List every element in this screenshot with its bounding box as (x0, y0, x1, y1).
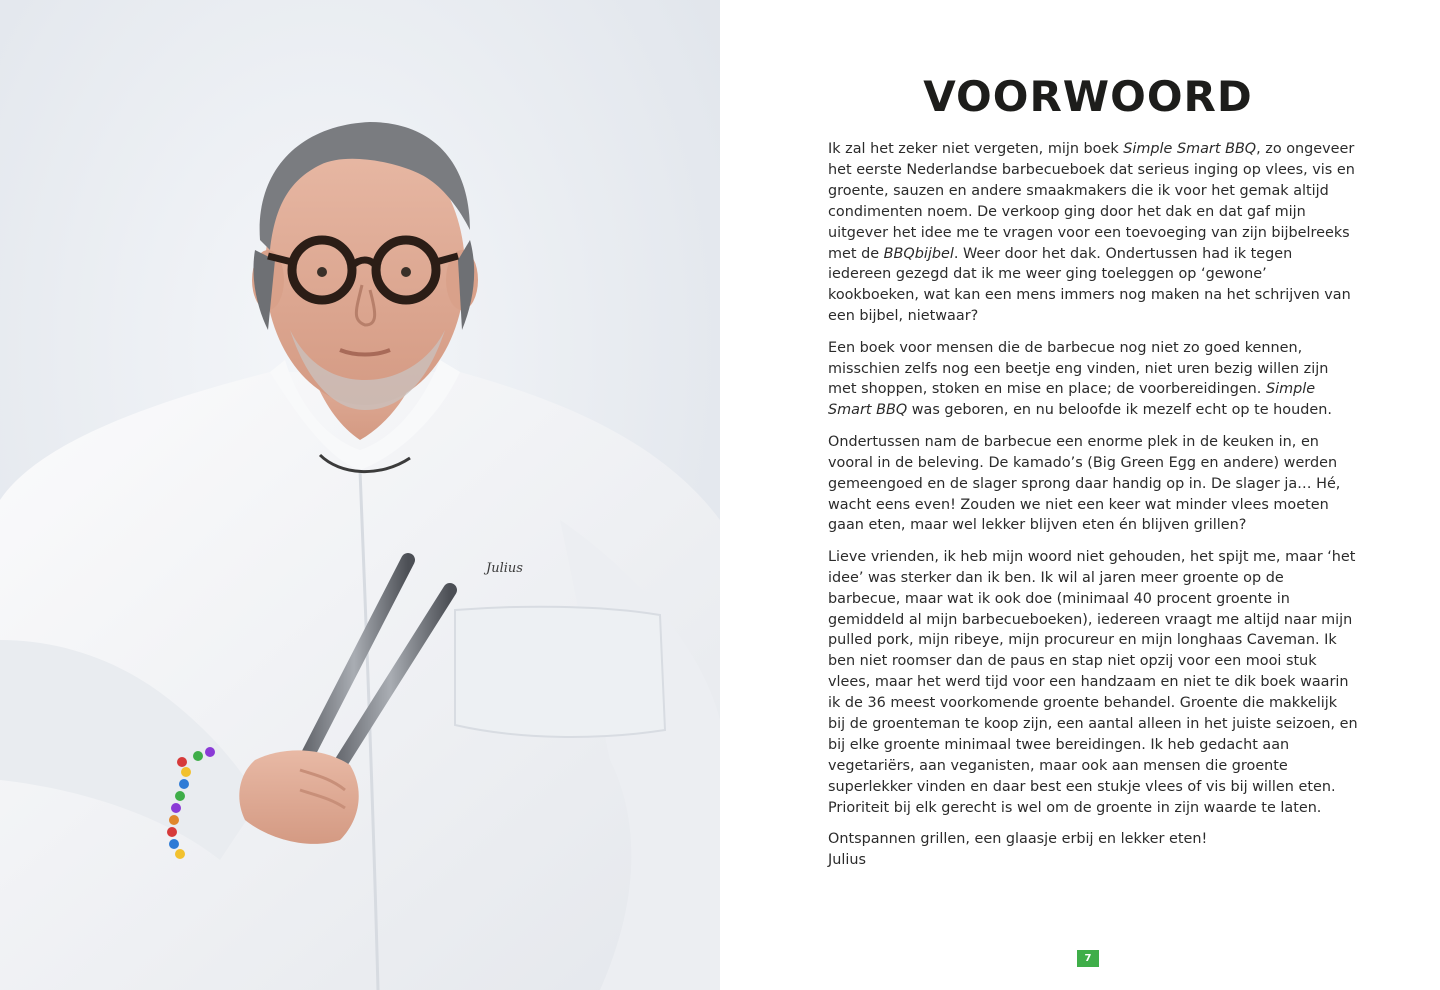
page-number-badge: 7 (1077, 950, 1099, 967)
foreword-paragraph (828, 829, 1358, 850)
foreword-body (828, 139, 1358, 861)
foreword-paragraph (828, 432, 1358, 537)
foreword-paragraph (828, 547, 1358, 819)
author-signature: Julius (828, 852, 866, 868)
foreword-page (720, 0, 1440, 990)
paragraph-text: Een boek voor mensen die de barbecue nog niet zo goed kennen, misschien zelfs nog een beetje eng vinden, niet uren bezig willen zijn met shoppen, stoken en mise en place; de voorbereidingen. (828, 339, 1329, 398)
paragraph-text: was geboren, en nu beloofde ik mezelf echt op te houden. (907, 402, 1332, 419)
book-title-italic: Simple Smart BBQ (828, 381, 1316, 419)
paragraph-text: Ontspannen grillen, een glaasje erbij en lekker eten! (828, 831, 1208, 848)
paragraph-text: Ik zal het zeker niet vergeten, mijn boek (828, 141, 1124, 157)
paragraph-text: . Weer door het dak. Ondertussen had ik tegen iedereen gezegd dat ik me weer ging toeleggen op ‘gewone’ kookboeken, wat kan een mens immers nog maken na het schrijven van een bijbel, nietwaar? (828, 245, 1351, 325)
paragraph-text: Ondertussen nam de barbecue een enorme plek in de keuken in, en vooral in de beleving. De kamado’s (Big Green Egg en andere) werden gemeengoed en de slager sprong daar handig op in. De slager ja… Hé, wacht eens even! Zouden we niet een keer wat minder vlees moeten gaan eten, maar wel lekker blijven eten én blijven grillen? (828, 433, 1341, 534)
jacket-embroidery: Julius (486, 561, 523, 576)
paragraph-text: , zo ongeveer het eerste Nederlandse barbecueboek dat serieus inging op vlees, vis en groente, sauzen en andere smaakmakers die ik voor het gemak altijd condimenten noem. De verkoop ging door het dak en dat gaf mijn uitgever het idee me te vragen voor een toevoeging van zijn bijbelreeks met de (828, 141, 1355, 262)
page-title: VOORWOORD (923, 72, 1253, 121)
foreword-paragraph (828, 139, 1358, 327)
foreword-paragraph (828, 338, 1358, 422)
paragraph-text: Lieve vrienden, ik heb mijn woord niet gehouden, het spijt me, maar ‘het idee’ was sterker dan ik ben. Ik wil al jaren meer groente op de barbecue, maar wat ik ook doe (minimaal 40 procent groente in gemiddeld al mijn barbecueboeken), iedereen vraagt me altijd naar mijn pulled pork, mijn ribeye, mijn procureur en mijn longhaas Caveman. Ik ben niet roomser dan de paus en stap niet opzij voor een mooi stuk vlees, maar het werd tijd voor een handzaam en niet te dik boek waarin ik de 36 meest voorkomende groente behandel. Groente die makkelijk bij de groenteman te koop zijn, een aantal alleen in het juiste seizoen, en bij elke groente minimaal twee bereidingen. Ik heb gedacht aan vegetariërs, aan veganisten, maar ook aan mensen die groente superlekker vinden en daar best een stukje vlees of vis bij willen eten. Prioriteit bij elk gerecht is wel om de groente in zijn waarde te laten. (828, 548, 1358, 816)
book-title-italic: Simple Smart BBQ (1123, 141, 1257, 157)
book-title-italic: BBQbijbel (883, 245, 954, 262)
